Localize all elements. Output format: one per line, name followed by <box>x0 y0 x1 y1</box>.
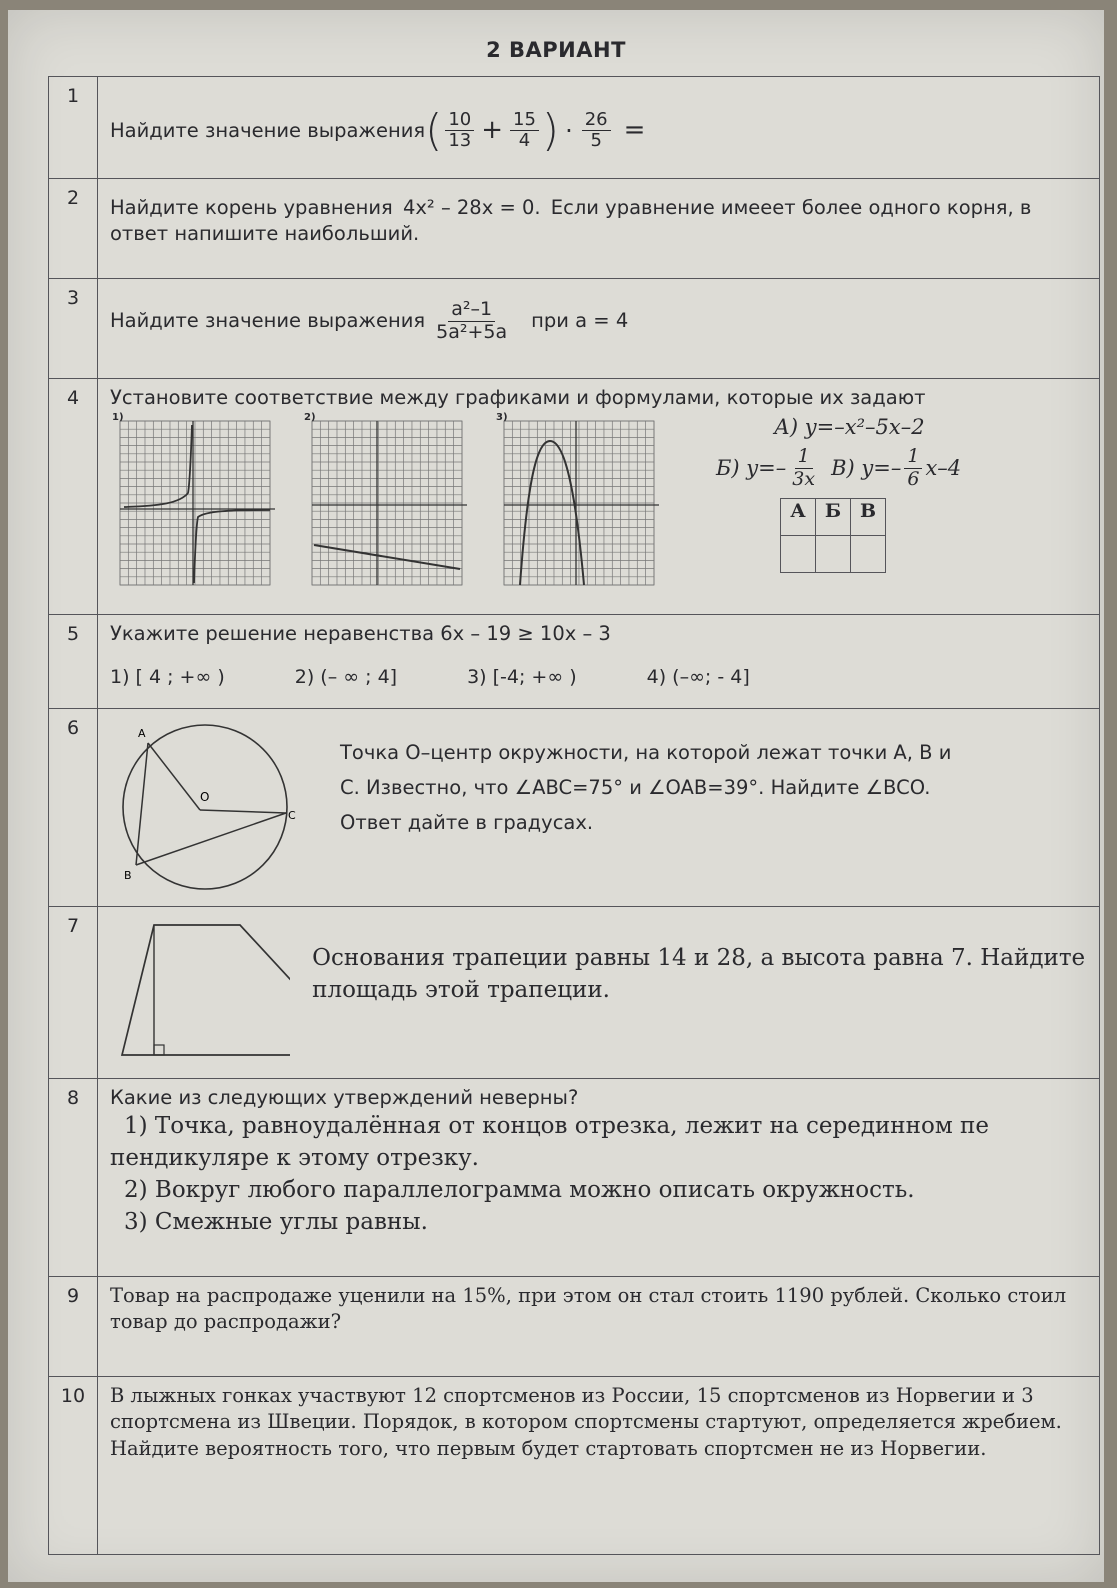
graph-1: 1) <box>110 413 280 596</box>
task-5: Укажите решение неравенства 6x – 19 ≥ 10x – 3 1) [ 4 ; +∞ ) 2) (– ∞ ; 4] 3) [-4; +∞ ) 4) (–∞; - 4] <box>98 615 1100 709</box>
fraction-expression: $\frac{\text{a²–1}}{\text{5a²+5a}}$ <box>436 298 508 343</box>
task-number: 8 <box>49 1079 98 1277</box>
worksheet <box>8 10 1104 1582</box>
task-row-2 <box>49 179 1100 279</box>
fraction-15-4: $\frac{15}{4}$ <box>510 110 539 152</box>
graph-2: 2) <box>302 413 472 596</box>
task-number: 5 <box>49 615 98 709</box>
task-number: 2 <box>49 179 98 279</box>
task-number: 6 <box>49 709 98 907</box>
task-number: 3 <box>49 279 98 379</box>
svg-text:C: C <box>288 809 296 822</box>
hyperbola-graph <box>110 413 280 589</box>
parabola-graph <box>494 413 664 589</box>
task-row-1 <box>49 77 1100 179</box>
task-row-4 <box>49 379 1100 615</box>
line-graph <box>302 413 472 589</box>
formula-a: А) y=–x²–5x–2 <box>774 415 925 440</box>
option-3: 3) [-4; +∞ ) <box>467 666 577 689</box>
graph-3: 3) <box>494 413 664 596</box>
task-row-10 <box>49 1377 1100 1555</box>
task-8: Какие из следующих утверждений неверны? 1) Точка, равноудалённая от концов отрезка, лежит на серединном пе пендикуляре к этому отрезку. 2) Вокруг любого параллелограмма можно описать окружность. 3) Смежные углы равны. <box>98 1079 1100 1277</box>
option-2: 2) (– ∞ ; 4] <box>294 666 398 689</box>
formula-b-v: Б) y=– $\frac{1}{3x}$ В) y=– $\frac{1}{6}$ x–4 <box>716 444 962 490</box>
svg-text:B: B <box>124 869 132 882</box>
task-1: Найдите значение выражения ( $\frac{10}{13}$ + $\frac{15}{4}$ ) · $\frac{26}{5}$ = <box>98 77 1100 179</box>
task-row-8 <box>49 1079 1100 1277</box>
task-9: Товар на распродаже уценили на 15%, при этом он стал стоить 1190 рублей. Сколько стоил товар до распродажи? <box>98 1277 1100 1377</box>
answer-header-b: Б <box>816 499 851 536</box>
task-number: 4 <box>49 379 98 615</box>
answer-header-a: А <box>781 499 816 536</box>
task-row-9 <box>49 1277 1100 1377</box>
task-6-text: Точка O–центр окружности, на которой лежат точки A, B и C. Известно, что ∠ABC=75° и ∠OAB=39°. Найдите ∠BCO. Ответ дайте в градусах. <box>340 741 952 835</box>
option-4: 4) (–∞; - 4] <box>646 666 750 689</box>
task-number: 10 <box>49 1377 98 1555</box>
task-row-6 <box>49 709 1100 907</box>
task-row-7 <box>49 907 1100 1079</box>
task-4: Установите соответствие между графиками и формулами, которые их задают 1) 2) 3) А) y=–x²–5x–2 Б) y=– $\frac{1}{3x}$ В) y=– $\frac{1}{6}$ x–4 А Б В <box>98 379 1100 615</box>
trapezoid-figure <box>110 913 290 1063</box>
task-7-text: Основания трапеции равны 14 и 28, а высота равна 7. Найдите площадь этой трапеции. <box>312 945 1086 1003</box>
task-1-text: Найдите значение выражения <box>110 118 426 142</box>
equation: 4x² – 28x = 0. <box>402 196 541 219</box>
answer-options <box>110 665 1089 691</box>
answer-cell-b[interactable] <box>816 536 851 573</box>
circle-figure <box>110 715 300 895</box>
fraction-26-5: $\frac{26}{5}$ <box>582 110 611 152</box>
task-6 <box>98 709 1100 907</box>
fraction-10-13: $\frac{10}{13}$ <box>445 110 474 152</box>
task-number: 9 <box>49 1277 98 1377</box>
page-title: 2 ВАРИАНТ <box>486 38 626 62</box>
task-7 <box>98 907 1100 1079</box>
task-row-5 <box>49 615 1100 709</box>
task-number: 7 <box>49 907 98 1079</box>
answer-header-v: В <box>851 499 886 536</box>
task-10: В лыжных гонках участвуют 12 спортсменов из России, 15 спортсменов из Норвегии и 3 спортсмена из Швеции. Порядок, в котором спортсмены стартуют, определяется жребием. Найдите вероятность того, что первым будет стартовать спортсмен не из Норвегии. <box>98 1377 1100 1555</box>
option-1: 1) [ 4 ; +∞ ) <box>110 666 225 689</box>
task-3: Найдите значение выражения $\frac{\text{a²–1}}{\text{5a²+5a}}$ при a = 4 <box>98 279 1100 379</box>
task-number: 1 <box>49 77 98 179</box>
answer-cell-v[interactable] <box>851 536 886 573</box>
tasks-table <box>48 76 1100 1555</box>
answer-table <box>780 498 886 573</box>
formulas-block <box>716 413 961 573</box>
svg-text:A: A <box>138 727 146 740</box>
answer-cell-a[interactable] <box>781 536 816 573</box>
svg-text:O: O <box>200 790 210 804</box>
task-row-3 <box>49 279 1100 379</box>
task-2: Найдите корень уравнения 4x² – 28x = 0. Если уравнение имееет более одного корня, в ответ напишите наибольший. <box>98 179 1100 279</box>
